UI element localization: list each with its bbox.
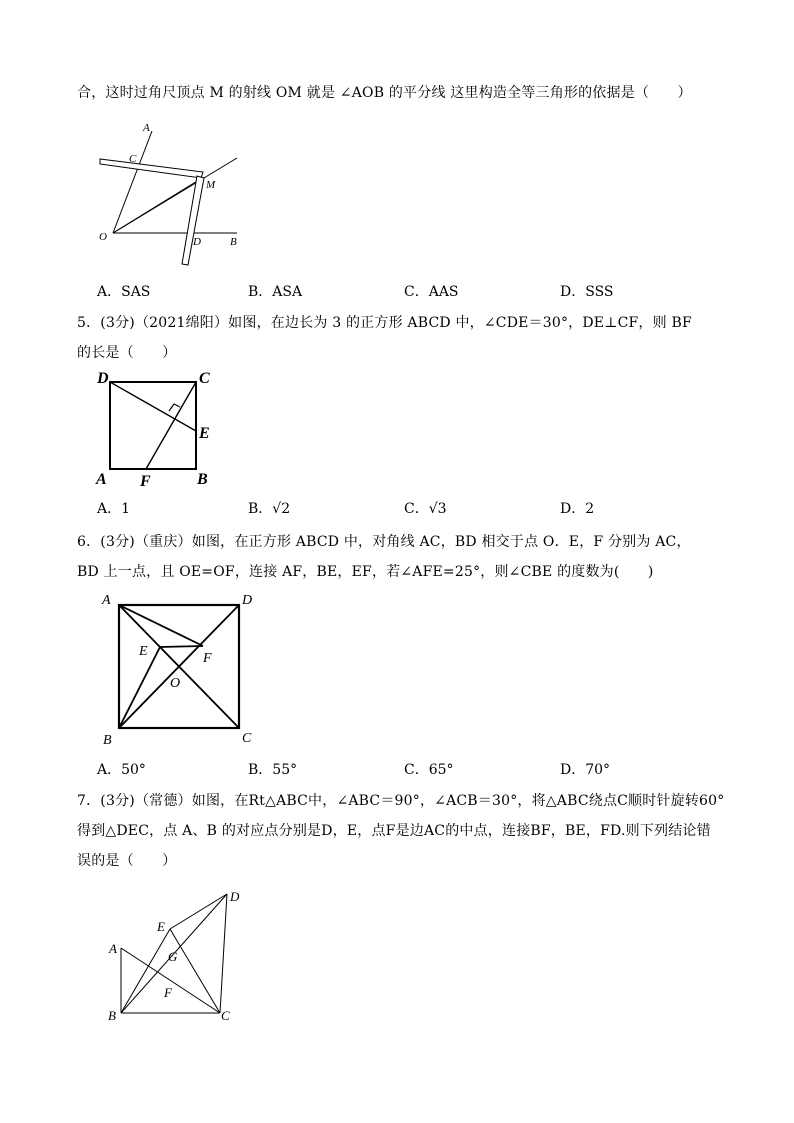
q4-label-m: M — [206, 179, 216, 191]
q5-label-e: E — [199, 425, 210, 442]
q7-line-2: 得到△DEC，点 A、B 的对应点分别是D，E，点F是边AC的中点，连接BF，BE，FD.则下列结论错 — [77, 823, 711, 839]
q6-option-b: B．55° — [248, 762, 298, 778]
q7-label-b: B — [108, 1008, 116, 1023]
q6-label-b: B — [103, 733, 112, 748]
q5-option-a: A．1 — [97, 501, 131, 517]
q6-line-1: 6．(3分)（重庆）如图，在正方形 ABCD 中，对角线 AC，BD 相交于点 O．E，F 分别为 AC， — [77, 534, 691, 550]
q4-text: 合，这时过角尺顶点 M 的射线 OM 就是 ∠AOB 的平分线 这里构造全等三角形的依据是（ ） — [77, 85, 692, 101]
q5-figure — [92, 365, 222, 490]
q6-label-f: F — [203, 651, 212, 666]
q5-label-b: B — [197, 471, 208, 488]
q6-figure — [95, 588, 265, 748]
q6-label-o: O — [170, 676, 181, 691]
q7-label-c: C — [221, 1008, 230, 1023]
q4-label-a: A — [143, 122, 150, 134]
q7-figure — [100, 883, 250, 1023]
q5-option-b: B．√2 — [248, 501, 291, 517]
q7-label-a: A — [109, 941, 117, 956]
q7-label-d: D — [230, 889, 240, 904]
q5-line-1: 5．(3分)（2021绵阳）如图，在边长为 3 的正方形 ABCD 中，∠CDE＝30°，DE⊥CF，则 BF — [77, 315, 692, 331]
q6-option-c: C．65° — [404, 762, 454, 778]
q5-label-f: F — [140, 473, 151, 490]
q6-label-d: D — [242, 593, 253, 608]
q4-label-c: C — [129, 153, 137, 165]
q6-label-e: E — [139, 644, 148, 659]
q5-label-c: C — [199, 370, 210, 387]
q4-option-a: A．SAS — [97, 284, 151, 300]
q4-label-o: O — [99, 231, 107, 243]
q4-label-b: B — [230, 236, 237, 248]
q5-option-c: C．√3 — [404, 501, 447, 517]
q4-option-c: C．AAS — [404, 284, 459, 300]
q5-label-a: A — [96, 471, 107, 488]
q7-line-1: 7．(3分)（常德）如图，在Rt△ABC中，∠ABC＝90°，∠ACB＝30°，将△ABC绕点C顺时针旋转60° — [77, 793, 725, 809]
q6-option-a: A．50° — [97, 762, 146, 778]
q7-label-f: F — [164, 985, 172, 1000]
q7-line-3: 误的是（ ） — [77, 853, 177, 869]
q5-line-2: 的长是（ ） — [77, 345, 177, 361]
q5-option-d: D．2 — [560, 501, 595, 517]
q7-label-e: E — [157, 919, 165, 934]
q4-figure — [95, 118, 255, 268]
q6-label-c: C — [242, 731, 252, 746]
q5-label-d: D — [97, 370, 109, 387]
q4-label-d: D — [193, 236, 201, 248]
q6-label-a: A — [102, 593, 111, 608]
q4-option-b: B．ASA — [248, 284, 303, 300]
q6-line-2: BD 上一点，且 OE=OF，连接 AF，BE，EF，若∠AFE=25°，则∠CBE 的度数为( ) — [77, 564, 654, 580]
q6-option-d: D．70° — [560, 762, 611, 778]
q4-option-d: D．SSS — [560, 284, 614, 300]
q7-label-g: G — [168, 949, 178, 964]
